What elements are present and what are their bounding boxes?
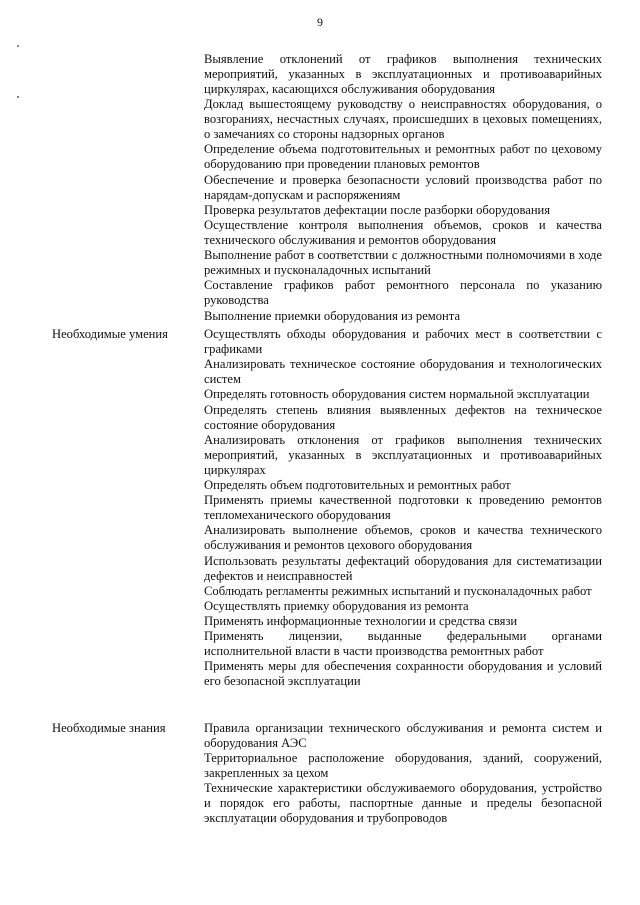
scan-mark (17, 45, 19, 47)
section-label: Необходимые знания (52, 721, 166, 735)
list-item: Анализировать выполнение объемов, сроков и качества технического обслуживания и ремонтов цехового оборудования (204, 523, 602, 553)
list-item: Использовать результаты дефектаций оборудования для систематизации дефектов и неисправностей (204, 553, 602, 583)
list-item: Осуществление контроля выполнения объемов, сроков и качества технического обслуживания и ремонтов оборудования (204, 217, 602, 247)
list-item: Выявление отклонений от графиков выполнения технических мероприятий, указанных в эксплуатационных и противоаварийных циркулярах, касающихся обслуживания оборудования (204, 52, 602, 96)
page-number: 9 (317, 15, 323, 29)
list-item: Выполнение приемки оборудования из ремонта (204, 308, 461, 323)
list-item: Определение объема подготовительных и ремонтных работ по цеховому оборудованию при проведении плановых ремонтов (204, 142, 602, 172)
list-item: Анализировать техническое состояние оборудования и технологических систем (204, 357, 602, 387)
list-item: Анализировать отклонения от графиков выполнения технических мероприятий, указанных в эксплуатационных и противоаварийных циркулярах (204, 432, 602, 477)
list-item: Определять готовность оборудования систем нормальной эксплуатации (204, 387, 590, 402)
list-item: Составление графиков работ ремонтного персонала по указанию руководства (204, 278, 602, 308)
list-item: Осуществлять приемку оборудования из ремонта (204, 598, 469, 613)
list-item: Выполнение работ в соответствии с должностными полномочиями в ходе режимных и пусконаладочных испытаний (204, 248, 602, 278)
section-label: Необходимые умения (52, 327, 168, 341)
list-item: Территориальное расположение оборудования, зданий, сооружений, закрепленных за цехом (204, 751, 602, 781)
list-item: Определять степень влияния выявленных дефектов на техническое состояние оборудования (204, 402, 602, 432)
section-items (204, 721, 602, 827)
list-item: Доклад вышестоящему руководству о неисправностях оборудования, о возгораниях, несчастных случаях, происшедших в цеховых помещениях, о замечаниях со стороны надзорных органов (204, 97, 602, 142)
scan-mark (17, 96, 19, 98)
section-items (204, 52, 602, 324)
list-item: Проверка результатов дефектации после разборки оборудования (204, 202, 551, 217)
list-item: Технические характеристики обслуживаемого оборудования, устройство и порядок его работы, паспортные данные и пределы безопасной эксплуатации оборудования и трубопроводов (204, 781, 602, 826)
list-item: Применять лицензии, выданные федеральными органами исполнительной власти в части производства ремонтных работ (204, 629, 602, 659)
list-item: Применять приемы качественной подготовки к проведению ремонтов тепломеханического оборудования (204, 493, 602, 523)
list-item: Применять информационные технологии и средства связи (204, 614, 518, 629)
section-items (204, 327, 602, 690)
list-item: Правила организации технического обслуживания и ремонта систем и оборудования АЭС (204, 721, 602, 750)
list-item: Применять меры для обеспечения сохранности оборудования и условий его безопасной эксплуатации (204, 659, 602, 689)
list-item: Определять объем подготовительных и ремонтных работ (204, 477, 511, 492)
list-item: Осуществлять обходы оборудования и рабочих мест в соответствии с графиками (204, 327, 602, 356)
list-item: Соблюдать регламенты режимных испытаний и пусконаладочных работ (204, 583, 592, 598)
list-item: Обеспечение и проверка безопасности условий производства работ по нарядам-допускам и распоряжениям (204, 172, 602, 202)
